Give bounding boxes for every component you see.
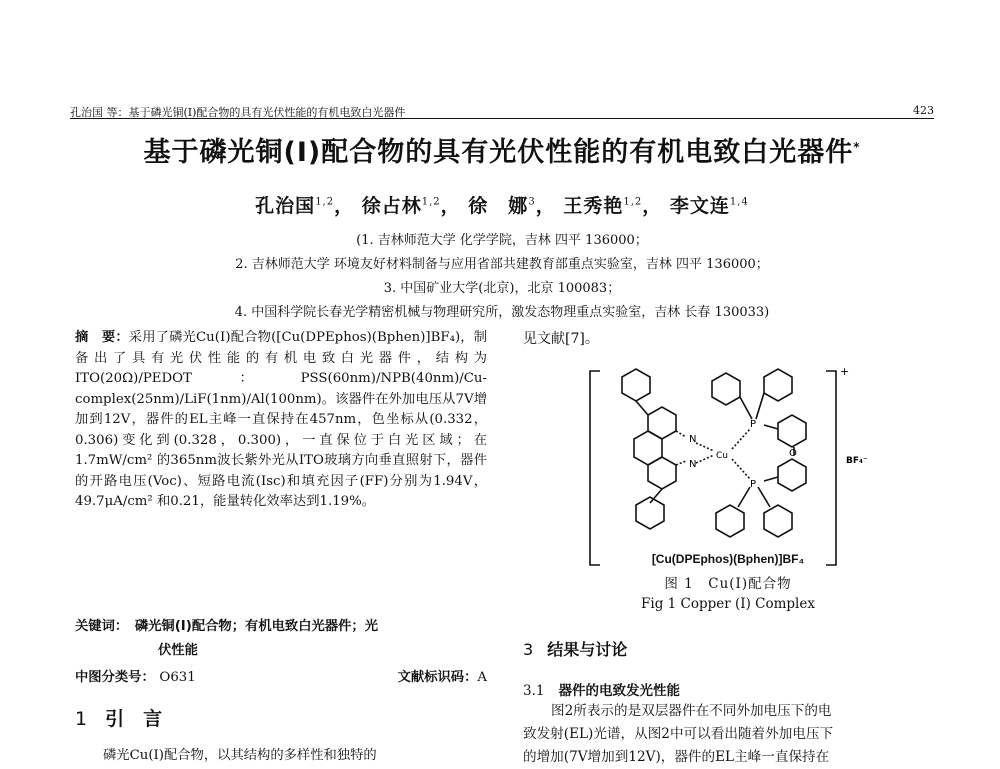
keywords-line-1: 磷光铜(Ⅰ)配合物；有机电致白光器件；光 (134, 619, 378, 634)
phenyl-ring-bottom-right (764, 505, 792, 537)
keywords-line-2: 伏性能 (158, 643, 198, 658)
right-bracket (826, 371, 836, 565)
figure-caption-en: Fig 1 Copper (Ⅰ) Complex (641, 596, 815, 612)
running-head-title: 孔治国 等：基于磷光铜(Ⅰ)配合物的具有光伏性能的有机电致白光器件 (70, 106, 406, 119)
section-3-heading (523, 637, 627, 660)
nitrogen-top-label: N (689, 434, 697, 445)
affiliation-2: 2. 吉林师范大学 环境友好材料制备与应用省部共建教育部重点实验室，吉林 四平 136000； (235, 257, 769, 272)
author: 徐 娜$^3$， (468, 195, 556, 217)
phenyl-ring-bottom-center (716, 505, 744, 537)
section-1-heading (75, 704, 162, 731)
classification-line (75, 666, 487, 685)
phenyl-ring-top-right (764, 369, 792, 401)
body-line: 图2所表示的是双层器件在不同外加电压下的电 (551, 703, 832, 719)
charge-plus-label: + (840, 365, 850, 378)
bf4-label: BF₄⁻ (846, 456, 868, 466)
section-3-1-title: 器件的电致发光性能 (558, 683, 680, 699)
author-list (70, 191, 934, 218)
figure-formula: [Cu(DPEphos)(Bphen)]BF₄ (651, 552, 805, 566)
phosphorus-bottom-label: P (750, 479, 757, 490)
copper-label: Cu (716, 451, 728, 461)
clc-value: O631 (159, 670, 196, 685)
oxygen-label: O (789, 448, 797, 459)
abstract (75, 328, 487, 513)
clc-label: 中图分类号： (75, 670, 155, 685)
author: 孔治国$^{1,2}$， (255, 195, 355, 217)
phenyl-ring-top-left (622, 369, 650, 401)
keywords-label: 关键词： (75, 619, 122, 634)
affiliation-1: (1. 吉林师范大学 化学学院，吉林 四平 136000； (356, 233, 648, 248)
section-1-title: 引 言 (105, 708, 163, 730)
keywords (75, 615, 487, 663)
paper-title-text: 基于磷光铜(Ⅰ)配合物的具有光伏性能的有机电致白光器件 (143, 137, 854, 168)
paper-title (70, 130, 934, 169)
abstract-label: 摘 要： (75, 330, 129, 345)
diphenylether-ring-bottom (778, 459, 806, 491)
page-number: 423 (913, 104, 934, 117)
left-bracket (590, 371, 600, 565)
author: 李文连$^{1,4}$ (669, 195, 749, 217)
section-1-number: 1 (75, 708, 88, 730)
body-line: 致发射(EL)光谱，从图2中可以看出随着外加电压下 (523, 726, 834, 742)
phenyl-ring-top-center (712, 373, 740, 405)
reference-line: 见文献[7]。 (523, 331, 599, 347)
author: 徐占林$^{1,2}$， (361, 195, 461, 217)
title-footnote-mark: * (853, 140, 861, 154)
diphenylether-ring-top (778, 415, 806, 447)
complex-structure-figure (588, 363, 878, 573)
section-3-1-body (523, 700, 935, 769)
affiliation-4: 4. 中国科学院长春光学精密机械与物理研究所，激发态物理重点实验室，吉林 长春 130033) (234, 305, 770, 320)
figure-caption-cn: 图 1 Cu(Ⅰ)配合物 (664, 576, 792, 592)
section-1-first-line: 磷光Cu(Ⅰ)配合物，以其结构的多样性和独特的 (103, 748, 377, 763)
section-3-1-heading (523, 679, 680, 699)
nitrogen-bottom-label: N (689, 459, 697, 470)
doc-code: 文献标识码：A (397, 670, 487, 685)
abstract-text: 采用了磷光Cu(Ⅰ)配合物([Cu(DPEphos)(Bphen)]BF₄)，制备出了具有光伏性能的有机电致白光器件，结构为ITO(20Ω)/PEDOT：PSS(60nm)/NPB(40nm)/Cu-complex(25nm)/LiF(1nm)/Al(100nm)。该器件在外加电压从7V增加到12V，器件的EL主峰一直保持在457nm，色坐标从(0.332，0.306)变化到(0.328，0.300)，一直保位于白光区域；在1.7mW/cm² 的365nm波长紫外光从ITO玻璃方向垂直照射下，器件的开路电压(Voc)、短路电流(Isc)和填充因子(FF)分别为1.94V，49.7μA/cm² 和0.21，能量转化效率达到1.19%。 (75, 330, 488, 509)
body-line: 的增加(7V增加到12V)，器件的EL主峰一直保持在 (523, 749, 830, 765)
pyridine-ring-bottom (648, 457, 676, 489)
author: 王秀艳$^{1,2}$， (563, 195, 663, 217)
affiliation-3: 3. 中国矿业大学(北京)，北京 100083； (383, 281, 621, 296)
section-3-number: 3 (523, 640, 534, 659)
section-3-1-number: 3.1 (523, 683, 545, 699)
phosphorus-top-label: P (750, 419, 757, 430)
running-head (70, 104, 934, 119)
section-3-title: 结果与讨论 (547, 640, 628, 659)
